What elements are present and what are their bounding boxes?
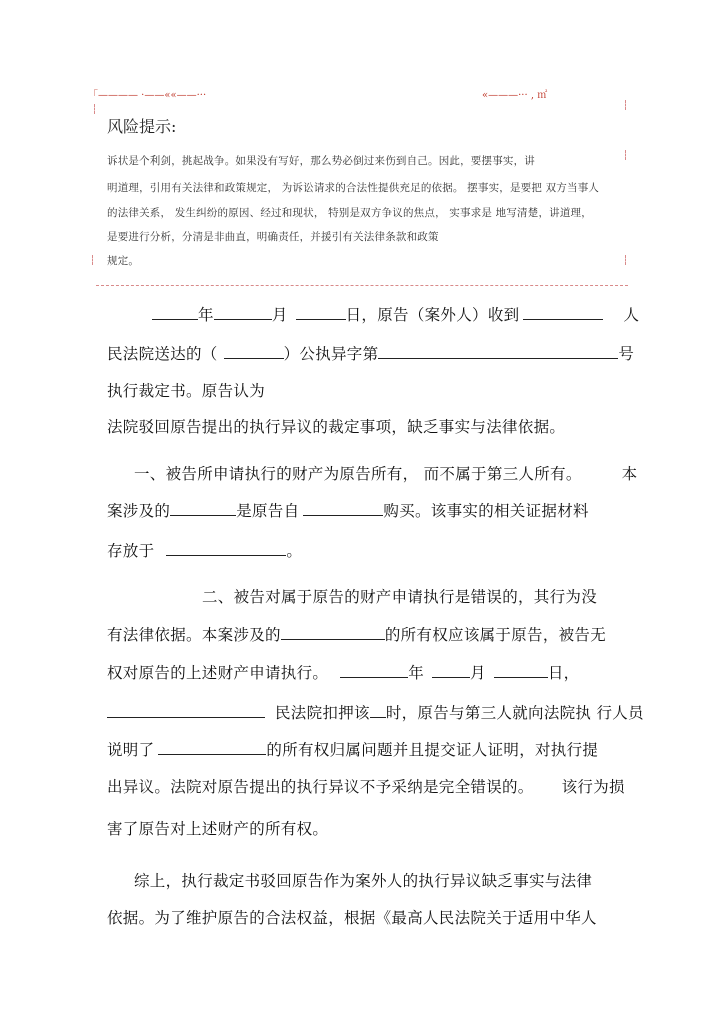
- body-line-6: 案涉及的 是原告自 购买。该事实的相关证据材料: [107, 502, 589, 520]
- risk-line-5: 规定。: [107, 255, 140, 267]
- risk-line-1: 诉状是个利剑，挑起战争。如果没有写好，那么势必倒过来伤到自己。因此，要摆事实，讲: [107, 155, 535, 167]
- risk-title: 风险提示:: [107, 117, 177, 136]
- body-line-12: 说明了 的所有权归属问题并且提交证人证明，对执行提: [107, 741, 599, 759]
- risk-line-2: 明道理，引用有关法律和政策规定， 为诉讼请求的合法性提供充足的依据。 摆事实，是要把 双方当事人: [107, 182, 600, 194]
- body-line-1: 年 月 日，原告（案外人）收到 人: [152, 303, 639, 325]
- body-line-13: 出异议。法院对原告提出的执行异议不予采纳是完全错误的。 该行为损: [107, 778, 625, 796]
- body-line-5: 一、被告所申请执行的财产为原告所有， 而不属于第三人所有。 本: [134, 465, 638, 483]
- body-line-8: 二、被告对属于原告的财产申请执行是错误的，其行为没: [202, 588, 598, 606]
- risk-box-top-left-mark: 「———— ·——««——···: [88, 90, 207, 101]
- risk-line-4: 是要进行分析，分清是非曲直，明确责任，并援引有关法律条款和政策: [107, 231, 439, 243]
- body-line-15: 综上，执行裁定书驳回原告作为案外人的执行异议缺乏事实与法律: [134, 872, 593, 890]
- body-line-14: 害了原告对上述财产的所有权。: [107, 820, 329, 838]
- body-line-2: 民法院送达的（ ）公执异字第 号: [107, 345, 635, 363]
- body-line-9: 有法律依据。本案涉及的 的所有权应该属于原告，被告无: [107, 626, 607, 644]
- risk-line-3: 的法律关系， 发生纠纷的原因、经过和现状， 特别是双方争议的焦点， 实事求是 地写清楚，讲道理，: [107, 207, 592, 219]
- body-line-4: 法院驳回原告提出的执行异议的裁定事项，缺乏事实与法律依据。: [107, 418, 566, 436]
- body-line-3: 执行裁定书。原告认为: [107, 382, 266, 400]
- body-line-7: 存放于 。: [107, 542, 303, 560]
- body-line-10: 权对原告的上述财产申请执行。 年 月 日，: [107, 664, 580, 682]
- risk-box-top-right-mark: «———··· , ㎡: [482, 90, 548, 101]
- body-line-16: 依据。为了维护原告的合法权益，根据《最高人民法院关于适用中华人: [107, 909, 597, 927]
- body-line-11: 民法院扣押该 时，原告与第三人就向法院执 行人员: [107, 701, 644, 723]
